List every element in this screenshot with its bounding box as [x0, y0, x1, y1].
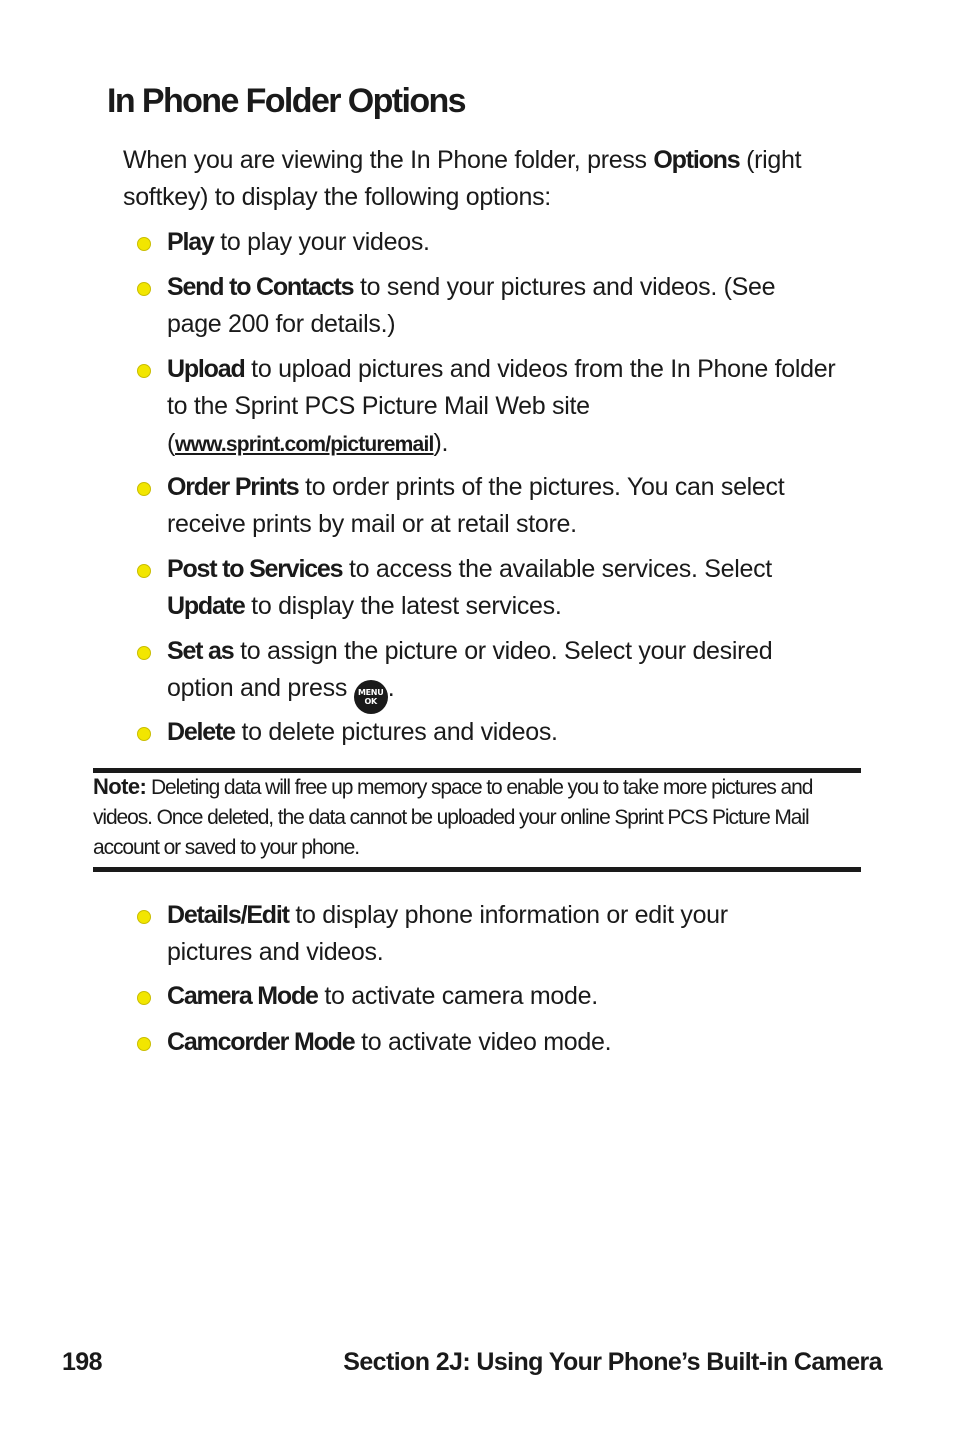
option-text	[167, 224, 867, 261]
option-term: Camcorder Mode	[167, 1028, 355, 1056]
option-term: Upload	[167, 355, 245, 383]
option-term: Details/Edit	[167, 901, 289, 929]
option-desc: to activate video mode.	[354, 1028, 612, 1056]
bullet-icon	[137, 1037, 151, 1051]
option-term-update: Update	[167, 592, 245, 620]
intro-text-end: (right softkey) to display the following options:	[123, 146, 802, 211]
option-text	[167, 551, 827, 625]
bullet-icon	[137, 910, 151, 924]
option-tail: ).	[433, 429, 449, 457]
option-desc: to access the available services. Select	[342, 555, 772, 583]
option-desc: to play your videos.	[213, 228, 430, 256]
menu-key-label: MENU	[357, 688, 384, 697]
option-term: Send to Contacts	[167, 273, 354, 301]
note-box	[93, 772, 863, 863]
option-text	[167, 897, 817, 971]
option-text	[167, 469, 857, 543]
option-desc: to send your pictures and videos. (See page 200 for details.)	[167, 273, 776, 338]
option-term: Camera Mode	[167, 982, 318, 1010]
option-desc: to order prints of the pictures. You can select receive prints by mail or at retail store.	[167, 473, 785, 538]
bullet-icon	[137, 282, 151, 296]
picturemail-link[interactable]: www.sprint.com/picturemail	[175, 433, 434, 456]
option-term: Play	[167, 228, 214, 256]
bullet-icon	[137, 482, 151, 496]
option-desc: to activate camera mode.	[317, 982, 598, 1010]
page-title: In Phone Folder Options	[107, 82, 465, 120]
option-term: Set as	[167, 637, 234, 665]
bullet-icon	[137, 237, 151, 251]
note-bottom-rule	[93, 867, 861, 872]
bullet-icon	[137, 646, 151, 660]
note-text: Deleting data will free up memory space to enable you to take more pictures and videos. Once deleted, the data cannot be uploaded your online Sprint PCS Picture Mail account or saved to your phone.	[93, 776, 813, 859]
option-term: Post to Services	[167, 555, 343, 583]
section-title: Section 2J: Using Your Phone’s Built-in Camera	[343, 1348, 882, 1376]
page-number: 198	[62, 1348, 102, 1376]
options-softkey-label: Options	[653, 146, 740, 174]
option-text	[167, 269, 827, 343]
option-tail: to display the latest services.	[244, 592, 562, 620]
option-desc: to upload pictures and videos from the In Phone folder to the Sprint PCS Picture Mail Web site (	[167, 355, 836, 457]
option-text	[167, 633, 837, 714]
ok-key-label: OK	[364, 697, 377, 706]
bullet-icon	[137, 727, 151, 741]
option-desc: to delete pictures and videos.	[234, 718, 558, 746]
option-term: Order Prints	[167, 473, 299, 501]
bullet-icon	[137, 364, 151, 378]
option-text	[167, 978, 867, 1015]
option-tail: .	[387, 674, 395, 702]
intro-text: When you are viewing the In Phone folder, press	[123, 146, 654, 174]
option-text	[167, 351, 837, 463]
menu-ok-key-icon	[354, 680, 388, 714]
option-desc: to assign the picture or video. Select your desired option and press	[167, 637, 773, 702]
note-label: Note:	[93, 774, 147, 799]
intro-paragraph	[123, 142, 873, 216]
option-text	[167, 1024, 867, 1061]
bullet-icon	[137, 991, 151, 1005]
option-desc: to display phone information or edit your pictures and videos.	[167, 901, 728, 966]
option-text	[167, 714, 867, 751]
bullet-icon	[137, 564, 151, 578]
option-term: Delete	[167, 718, 235, 746]
